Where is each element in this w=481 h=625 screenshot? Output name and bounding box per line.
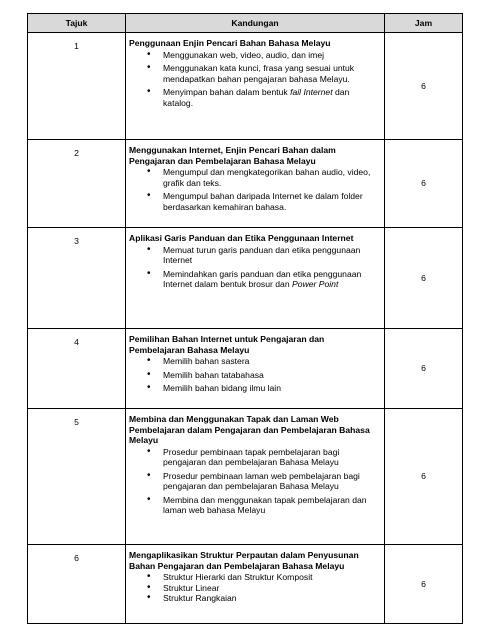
row-hours: 6	[385, 140, 463, 228]
list-item	[163, 269, 380, 290]
header-jam: Jam	[385, 14, 463, 33]
row-number: 6	[28, 545, 126, 624]
list-item: • Struktur Rangkaian	[163, 593, 380, 604]
table-row	[28, 545, 463, 624]
list-item: • Mengumpul bahan daripada Internet ke dalam folder berdasarkan kemahiran bahasa.	[163, 191, 380, 212]
list-item-text: Memindahkan garis panduan dan etika penggunaan Internet dalam bentuk brosur dan	[163, 268, 362, 289]
list-item-emphasis: fail Internet	[290, 87, 333, 97]
bullet-list	[129, 245, 380, 290]
bullet-list	[129, 447, 380, 516]
bullet-list	[129, 356, 380, 394]
header-row	[28, 14, 463, 33]
row-number: 3	[28, 228, 126, 329]
list-item: • Struktur Hierarki dan Struktur Komposit	[163, 572, 380, 583]
list-item: • Prosedur pembinaan tapak pembelajaran bagi pengajaran dan pembelajaran Bahasa Melayu	[163, 447, 380, 468]
row-content	[126, 140, 385, 228]
bullet-list	[129, 50, 380, 109]
row-number: 1	[28, 33, 126, 140]
table-row	[28, 409, 463, 545]
list-item: • Mengumpul dan mengkategorikan bahan audio, video, grafik dan teks.	[163, 167, 380, 188]
row-content	[126, 329, 385, 409]
row-title: Pemilihan Bahan Internet untuk Pengajaran dan Pembelajaran Bahasa Melayu	[129, 334, 325, 355]
row-title: Penggunaan Enjin Pencari Bahan Bahasa Melayu	[129, 38, 331, 48]
row-content	[126, 228, 385, 329]
list-item: • Memilih bahan sastera	[163, 356, 380, 367]
row-hours: 6	[385, 329, 463, 409]
table-row	[28, 228, 463, 329]
list-item: • Struktur Linear	[163, 583, 380, 594]
row-hours: 6	[385, 545, 463, 624]
list-item: • Memuat turun garis panduan dan etika penggunaan Internet	[163, 245, 380, 266]
list-item: • Menggunakan web, video, audio, dan imej	[163, 50, 380, 61]
list-item: • Membina dan menggunakan tapak pembelajaran dan laman web bahasa Melayu	[163, 495, 380, 516]
list-item: • Prosedur pembinaan laman web pembelajaran bagi pengajaran dan pembelajaran Bahasa Melayu	[163, 471, 380, 492]
row-content	[126, 409, 385, 545]
row-number: 2	[28, 140, 126, 228]
list-item-text: Menyimpan bahan dalam bentuk	[163, 87, 291, 97]
list-item: • Menggunakan kata kunci, frasa yang sesuai untuk mendapatkan bahan pengajaran bahasa Melayu.	[163, 63, 380, 84]
table-row	[28, 140, 463, 228]
row-title: Aplikasi Garis Panduan dan Etika Penggunaan Internet	[129, 233, 354, 243]
row-title: Mengaplikasikan Struktur Perpautan dalam Penyusunan Bahan Pengajaran dan Pembelajaran Bahasa Melayu	[129, 550, 359, 571]
row-title: Membina dan Menggunakan Tapak dan Laman Web Pembelajaran dalam Pengajaran dan Pembelajaran Bahasa Melayu	[129, 414, 370, 445]
table-row	[28, 329, 463, 409]
row-content	[126, 545, 385, 624]
row-hours: 6	[385, 228, 463, 329]
header-tajuk: Tajuk	[28, 14, 126, 33]
bullet-list	[129, 572, 380, 604]
table-row	[28, 33, 463, 140]
bullet-list	[129, 167, 380, 212]
row-number: 5	[28, 409, 126, 545]
row-title: Menggunakan Internet, Enjin Pencari Bahan dalam Pengajaran dan Pembelajaran Bahasa Melayu	[129, 145, 336, 166]
row-hours: 6	[385, 409, 463, 545]
row-hours: 6	[385, 33, 463, 140]
list-item	[163, 87, 380, 108]
row-content	[126, 33, 385, 140]
syllabus-table	[27, 13, 463, 624]
row-number: 4	[28, 329, 126, 409]
list-item: • Memilih bahan tatabahasa	[163, 370, 380, 381]
list-item-emphasis: Power Point	[292, 279, 339, 289]
list-item: • Memilih bahan bidang ilmu lain	[163, 383, 380, 394]
header-kandungan: Kandungan	[126, 14, 385, 33]
list-item-text: dan katalog.	[163, 87, 350, 108]
